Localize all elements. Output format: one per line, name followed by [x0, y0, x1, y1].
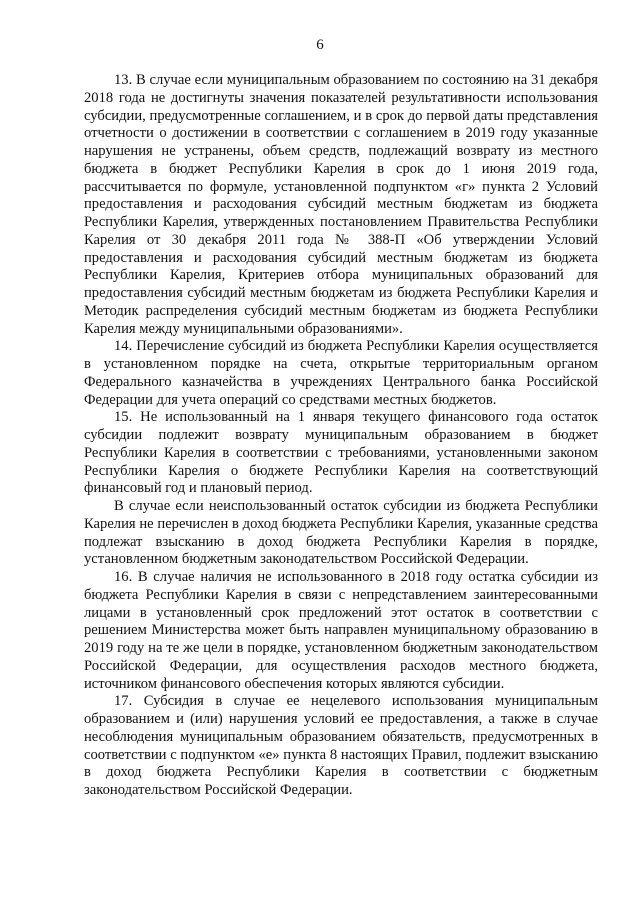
page-number: 6 [316, 37, 324, 53]
document-body [84, 72, 598, 800]
paragraph-15-continuation: В случае если неиспользованный остаток субсидии из бюджета Республики Карелия не перечислен в доход бюджета Республики Карелия, указанные средства подлежат взысканию в доход бюджета Республики Карелия в порядке, установленном бюджетным законодательством Российской Федерации. [84, 498, 598, 568]
paragraph-14: 14. Перечисление субсидий из бюджета Республики Карелия осуществляется в установленном порядке на счета, открытые территориальным органом Федерального казначейства в учреждениях Центрального банка Российской Федерации для учета операций со средствами местных бюджетов. [84, 338, 598, 408]
paragraph-16: 16. В случае наличия не использованного в 2018 году остатка субсидии из бюджета Республики Карелия в связи с непредставлением заинтересованными лицами в установленный срок предложений этот остаток в соответствии с решением Министерства может быть направлен муниципальному образованию в 2019 году на те же цели в порядке, установленном бюджетным законодательством Российской Федерации, для осуществления расходов местного бюджета, источником финансового обеспечения которых являются субсидии. [84, 569, 598, 692]
paragraph-15: 15. Не использованный на 1 января текущего финансового года остаток субсидии подлежит возврату муниципальным образованием в бюджет Республики Карелия в соответствии с требованиями, установленными законом Республики Карелия о бюджете Республики Карелия на соответствующий финансовый год и плановый период. [84, 409, 598, 497]
paragraph-13: 13. В случае если муниципальным образованием по состоянию на 31 декабря 2018 года не достигнуты значения показателей результативности использования субсидии, предусмотренные соглашением, и в срок до первой даты представления отчетности о достижении в соответствии с соглашением в 2019 году указанные нарушения не устранены, объем средств, подлежащий возврату из местного бюджета в бюджет Республики Карелия в срок до 1 июня 2019 года, рассчитывается по формуле, установленной подпунктом «г» пункта 2 Условий предоставления и расходования субсидий местным бюджетам из бюджета Республики Карелия, утвержденных постановлением Правительства Республики Карелия от 30 декабря 2011 года № 388-П «Об утверждении Условий предоставления и расходования субсидий местным бюджетам из бюджета Республики Карелия, Критериев отбора муниципальных образований для предоставления субсидий местным бюджетам из бюджета Республики Карелия и Методик распределения субсидий местным бюджетам из бюджета Республики Карелия между муниципальными образованиями». [84, 72, 598, 337]
paragraph-17: 17. Субсидия в случае ее нецелевого использования муниципальным образованием и (или) нарушения условий ее предоставления, а также в случае несоблюдения муниципальным образованием обязательств, предусмотренных в соответствии с подпунктом «е» пункта 8 настоящих Правил, подлежит взысканию в доход бюджета Республики Карелия в соответствии с бюджетным законодательством Российской Федерации. [84, 693, 598, 798]
